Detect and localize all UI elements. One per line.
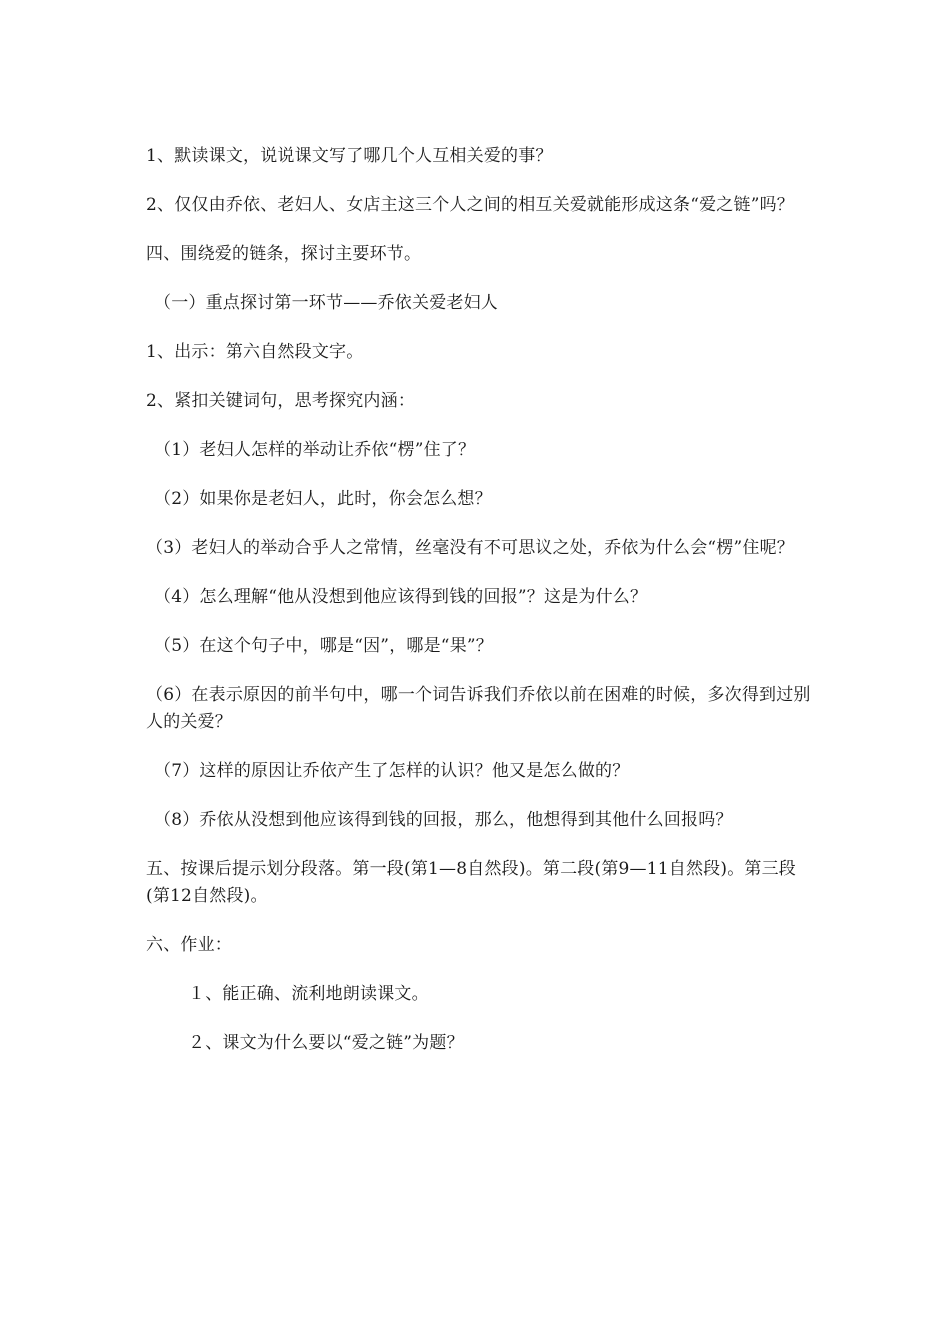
sub-question-4: （4）怎么理解“他从没想到他应该得到钱的回报”？这是为什么？ xyxy=(154,587,648,607)
sub-question-8: （8）乔依从没想到他应该得到钱的回报，那么，他想得到其他什么回报吗？ xyxy=(154,810,733,830)
step-1: 1、出示：第六自然段文字。 xyxy=(146,342,364,362)
question-1: 1、默读课文，说说课文写了哪几个人互相关爱的事？ xyxy=(146,146,553,166)
section-heading-6: 六、作业： xyxy=(146,935,232,955)
section-heading-5: 五、按课后提示划分段落。第一段(第1—8自然段)。第二段(第9—11自然段)。第三段(第12自然段)。 xyxy=(146,859,797,906)
homework-item-1: １、能正确、流利地朗读课文。 xyxy=(188,984,429,1004)
document-body xyxy=(146,143,816,1079)
section-heading-4: 四、围绕爱的链条，探讨主要环节。 xyxy=(146,244,422,264)
subsection-heading-1: （一）重点探讨第一环节——乔依关爱老妇人 xyxy=(154,293,498,313)
step-2: 2、紧扣关键词句，思考探究内涵： xyxy=(146,391,416,411)
sub-question-3: （3）老妇人的举动合乎人之常情，丝毫没有不可思议之处，乔依为什么会“楞”住呢？ xyxy=(146,538,794,558)
sub-question-7: （7）这样的原因让乔依产生了怎样的认识？他又是怎么做的？ xyxy=(154,761,630,781)
question-2: 2、仅仅由乔依、老妇人、女店主这三个人之间的相互关爱就能形成这条“爱之链”吗？ xyxy=(146,195,794,215)
sub-question-2: （2）如果你是老妇人，此时，你会怎么想？ xyxy=(154,489,492,509)
sub-question-5: （5）在这个句子中，哪是“因”，哪是“果”？ xyxy=(154,636,493,656)
sub-question-1: （1）老妇人怎样的举动让乔依“楞”住了？ xyxy=(154,440,476,460)
homework-item-2: ２、课文为什么要以“爱之链”为题？ xyxy=(188,1033,464,1053)
sub-question-6: （6）在表示原因的前半句中，哪一个词告诉我们乔依以前在困难的时候，多次得到过别人的关爱？ xyxy=(146,685,811,732)
